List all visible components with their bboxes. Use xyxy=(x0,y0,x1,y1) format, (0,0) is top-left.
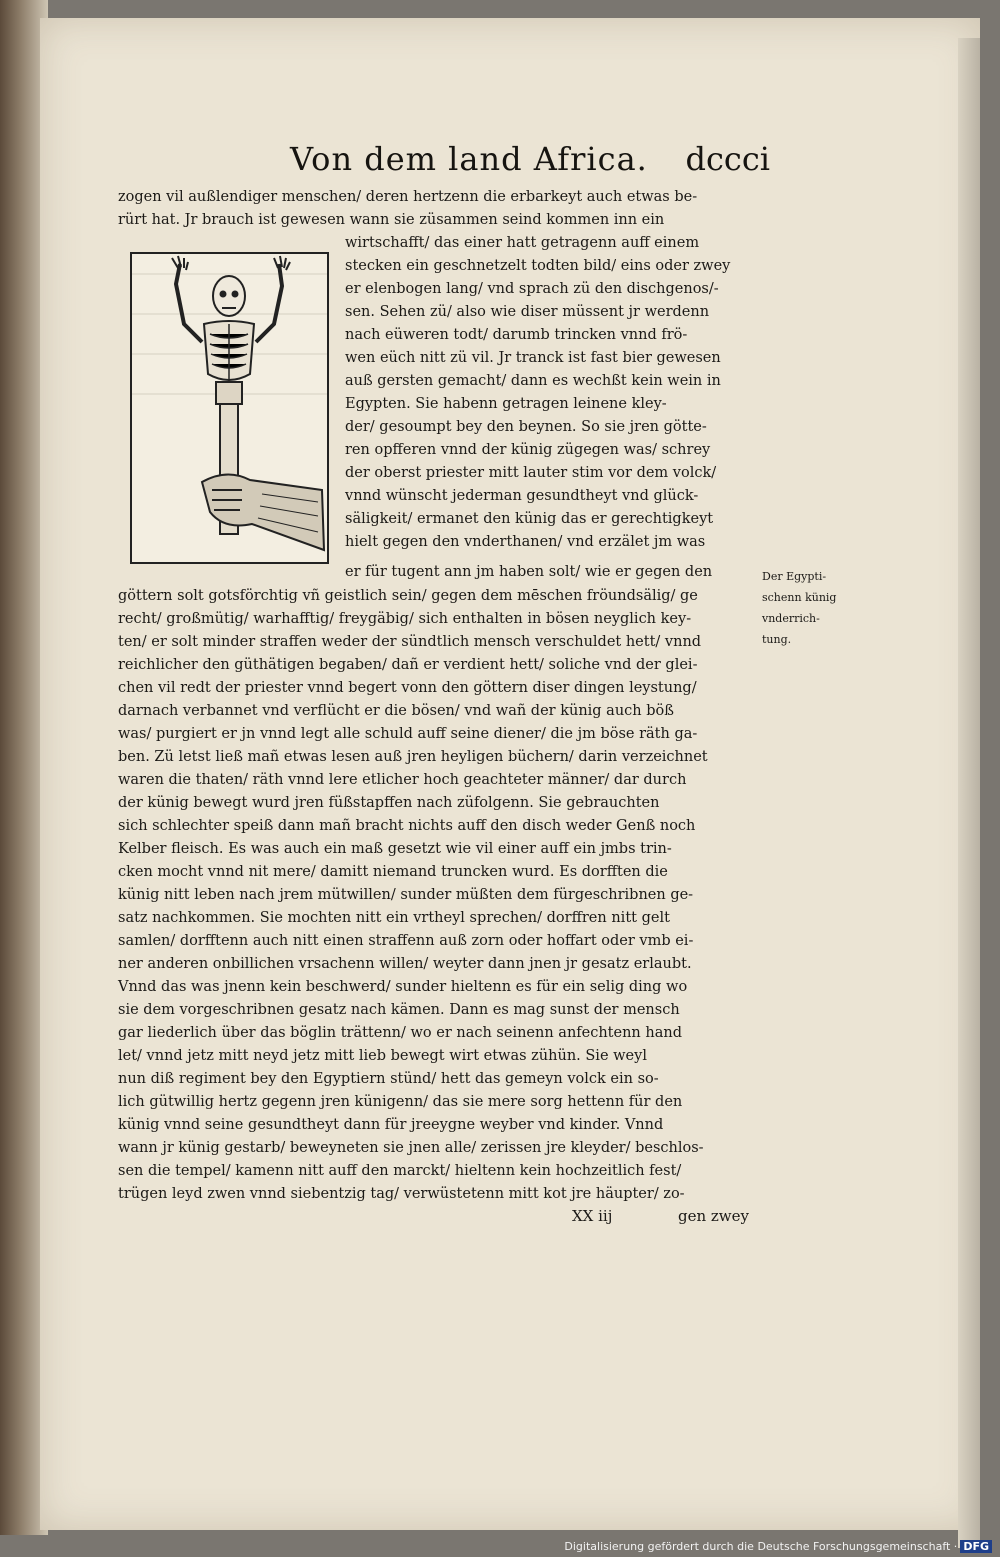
text-line: trügen leyd zwen vnnd siebentzig tag/ verwüstetenn mitt kot jre häupter/ zo- xyxy=(118,1186,685,1202)
text-line: lich gütwillig hertz gegenn jren künigenn/ das sie mere sorg hettenn für den xyxy=(118,1094,683,1110)
text-line: er für tugent ann jm haben solt/ wie er gegen den xyxy=(345,564,713,580)
text-line: samlen/ dorfftenn auch nitt einen straffenn auß zorn oder hoffart oder vmb ei- xyxy=(118,933,694,949)
text-line: vnnd wünscht jederman gesundtheyt vnd glück- xyxy=(345,488,699,504)
text-line: cken mocht vnnd nit mere/ damitt niemand truncken wurd. Es dorfften die xyxy=(118,864,668,880)
text-line: darnach verbannet vnd verflücht er die bösen/ vnd wañ der künig auch böß xyxy=(118,703,674,719)
text-line: sie dem vorgeschribnen gesatz nach kämen. Dann es mag sunst der mensch xyxy=(118,1002,680,1018)
text-line: säligkeit/ ermanet den künig das er gerechtigkeyt xyxy=(345,511,714,527)
text-line: reichlicher den güthätigen begaben/ dañ er verdient hett/ soliche vnd der glei- xyxy=(118,657,698,673)
text-line: der oberst priester mitt lauter stim vor dem volck/ xyxy=(345,465,717,481)
page-edge xyxy=(958,38,980,1548)
text-line: künig nitt leben nach jrem mütwillen/ sunder müßten dem fürgeschribnen ge- xyxy=(118,887,694,903)
text-line: ren opfferen vnnd der künig zügegen was/ schrey xyxy=(345,442,711,458)
text-line: der/ gesoumpt bey den beynen. So sie jren götte- xyxy=(345,419,707,435)
text-line: was/ purgiert er jn vnnd legt alle schuld auff seine diener/ die jm böse räth ga- xyxy=(118,726,698,742)
text-line: göttern solt gotsförchtig vñ geistlich sein/ gegen dem mēschen fröundsälig/ ge xyxy=(118,588,698,604)
folio-number: dccci xyxy=(685,140,770,178)
page-title: Von dem land Africa. xyxy=(290,140,648,178)
text-line: rürt hat. Jr brauch ist gewesen wann sie züsammen seind kommen inn ein xyxy=(118,212,665,228)
signature-mark: XX iij xyxy=(572,1207,613,1225)
credit-text: Digitalisierung gefördert durch die Deutsche Forschungsgemeinschaft · xyxy=(564,1540,958,1553)
marginal-line: schenn künig xyxy=(762,591,837,604)
marginal-line: tung. xyxy=(762,633,792,646)
text-line: wirtschafft/ das einer hatt getragenn auff einem xyxy=(345,235,700,251)
text-line: chen vil redt der priester vnnd begert vonn den göttern diser dingen leystung/ xyxy=(118,680,697,696)
skeleton-woodcut xyxy=(130,252,329,564)
text-line: recht/ großmütig/ warhafftig/ freygäbig/ sich enthalten in bösen neyglich key- xyxy=(118,611,692,627)
marginal-line: Der Egypti- xyxy=(762,570,827,583)
text-line: wen eüch nitt zü vil. Jr tranck ist fast bier gewesen xyxy=(345,350,721,366)
page-header xyxy=(290,140,770,190)
digitization-credit xyxy=(564,1540,992,1553)
text-line: wann jr künig gestarb/ beweyneten sie jnen alle/ zerissen jre kleyder/ beschlos- xyxy=(118,1140,704,1156)
text-line: zogen vil außlendiger menschen/ deren hertzenn die erbarkeyt auch etwas be- xyxy=(118,189,698,205)
marginal-note xyxy=(762,566,862,650)
text-line: er elenbogen lang/ vnd sprach zü den dischgenos/- xyxy=(345,281,719,297)
text-line: Vnnd das was jnenn kein beschwerd/ sunder hieltenn es für ein selig ding wo xyxy=(118,979,688,995)
text-line: ner anderen onbillichen vrsachenn willen/ weyter dann jnen jr gesatz erlaubt. xyxy=(118,956,692,972)
text-line: sen. Sehen zü/ also wie diser müssent jr werdenn xyxy=(345,304,710,320)
skeleton-woodcut-icon xyxy=(132,254,327,562)
text-line: der künig bewegt wurd jren füßstapffen nach züfolgenn. Sie gebrauchten xyxy=(118,795,660,811)
dfg-logo: DFG xyxy=(960,1540,992,1553)
text-line: ben. Zü letst ließ mañ etwas lesen auß jren heyligen büchern/ darin verzeichnet xyxy=(118,749,708,765)
text-line: Egypten. Sie habenn getragen leinene kley- xyxy=(345,396,667,412)
text-line: nun diß regiment bey den Egyptiern stünd/ hett das gemeyn volck ein so- xyxy=(118,1071,659,1087)
text-line: künig vnnd seine gesundtheyt dann für jreeygne weyber vnd kinder. Vnnd xyxy=(118,1117,664,1133)
text-line: nach eüweren todt/ darumb trincken vnnd frö- xyxy=(345,327,688,343)
text-line: gar liederlich über das böglin trättenn/ wo er nach seinenn anfechtenn hand xyxy=(118,1025,682,1041)
text-line: satz nachkommen. Sie mochten nitt ein vrtheyl sprechen/ dorffren nitt gelt xyxy=(118,910,670,926)
text-line: let/ vnnd jetz mitt neyd jetz mitt lieb bewegt wirt etwas zühün. Sie weyl xyxy=(118,1048,647,1064)
text-line: stecken ein geschnetzelt todten bild/ eins oder zwey xyxy=(345,258,731,274)
text-line: waren die thaten/ räth vnnd lere etlicher hoch geachteter männer/ dar durch xyxy=(118,772,687,788)
text-line: hielt gegen den vnderthanen/ vnd erzälet jm was xyxy=(345,534,706,550)
catchword: gen zwey xyxy=(678,1207,750,1225)
text-line: auß gersten gemacht/ dann es wechßt kein wein in xyxy=(345,373,721,389)
marginal-line: vnderrich- xyxy=(762,612,820,625)
text-line: sich schlechter speiß dann mañ bracht nichts auff den disch weder Genß noch xyxy=(118,818,696,834)
text-line: Kelber fleisch. Es was auch ein maß gesetzt wie vil einer auff ein jmbs trin- xyxy=(118,841,672,857)
text-line: ten/ er solt minder straffen weder der sündtlich mensch verschuldet hett/ vnnd xyxy=(118,634,702,650)
text-line: sen die tempel/ kamenn nitt auff den marckt/ hieltenn kein hochzeitlich fest/ xyxy=(118,1163,682,1179)
